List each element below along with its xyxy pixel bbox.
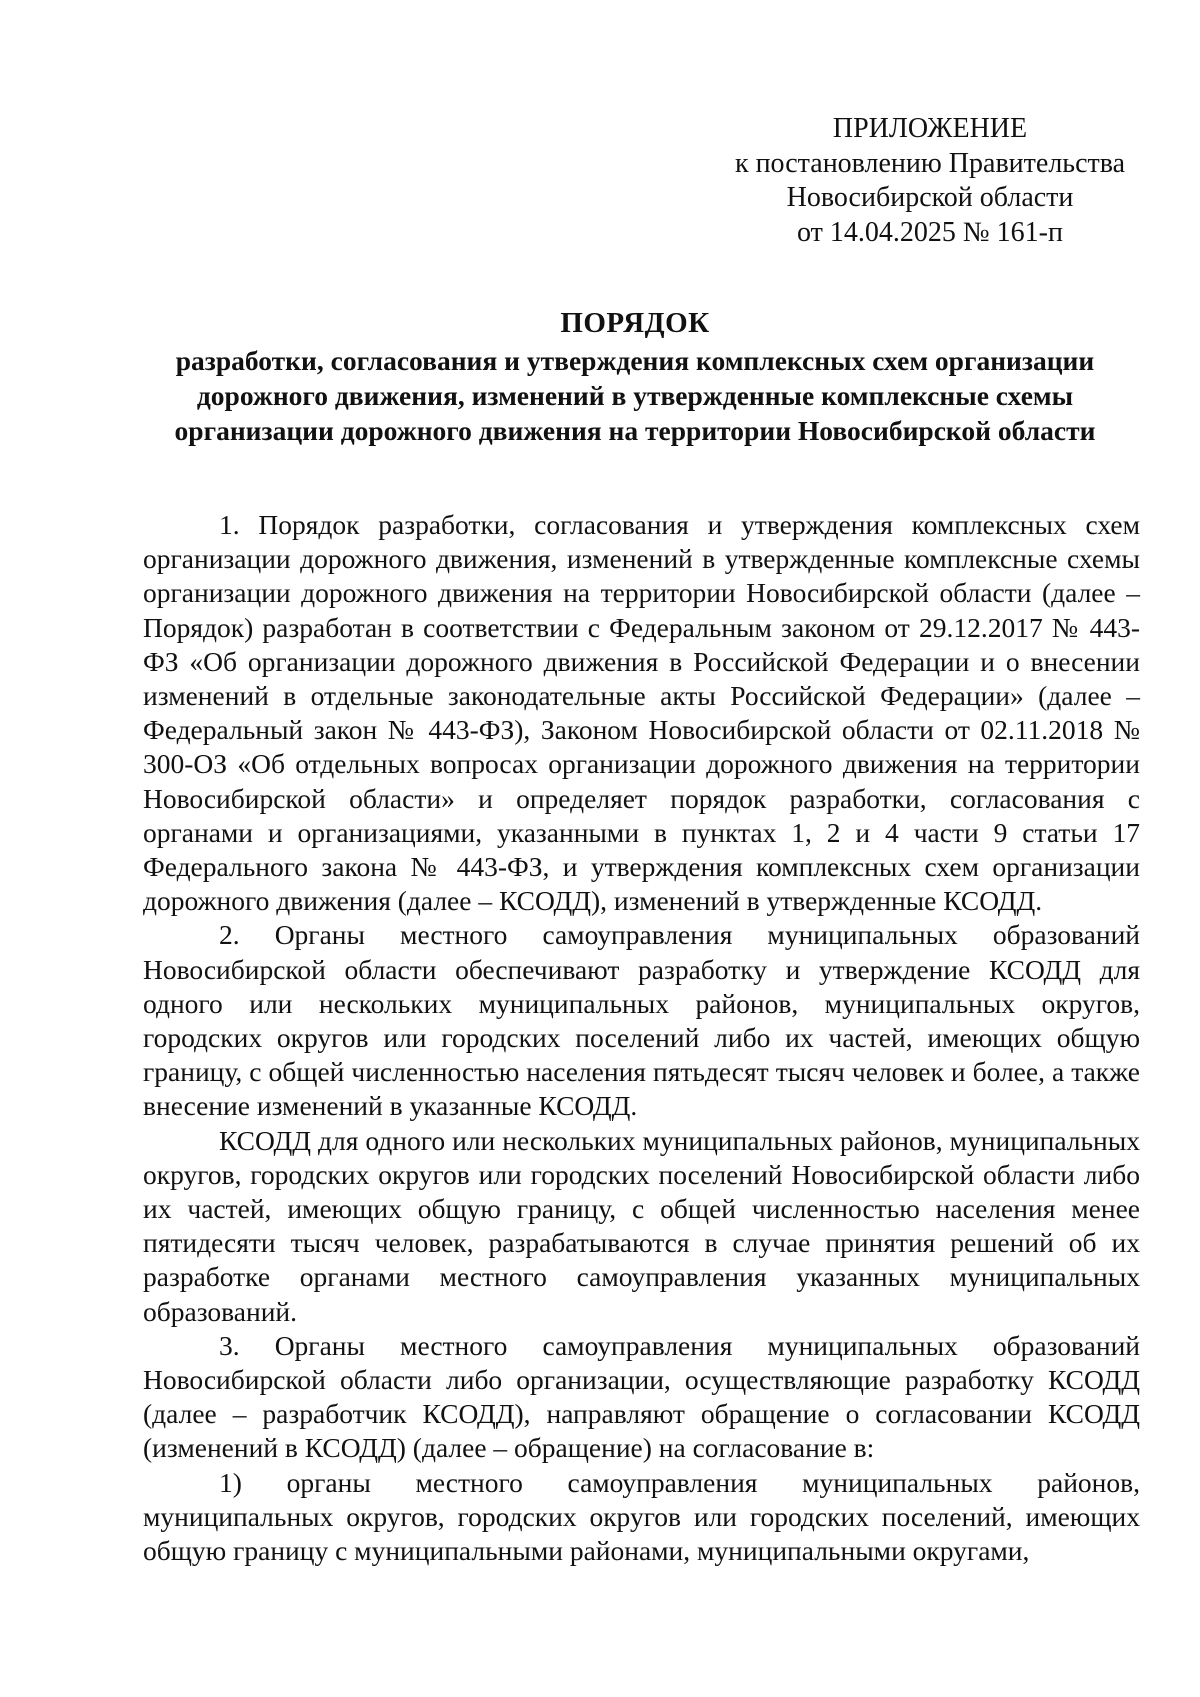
appendix-date-number: от 14.04.2025 № 161-п	[797, 216, 1063, 248]
paragraph-1: 1. Порядок разработки, согласования и утверждения комплексных схем организации дорожного движения, изменений в утвержденные комплексные схемы организации дорожного движения на территории Новосибирской области (далее – Порядок) разработан в соответствии с Федеральным законом от 29.12.2017 № 443-ФЗ «Об организации дорожного движения в Российской Федерации и о внесении изменений в отдельные законодательные акты Российской Федерации» (далее – Федеральный закон № 443-ФЗ), Законом Новосибирской области от 02.11.2018 № 300-ОЗ «Об отдельных вопросах организации дорожного движения на территории Новосибирской области» и определяет порядок разработки, согласования с органами и организациями, указанными в пунктах 1, 2 и 4 части 9 статьи 17 Федерального закона № 443-ФЗ, и утверждения комплексных схем организации дорожного движения (далее – КСОДД), изменений в утвержденные КСОДД.	[143, 509, 1140, 917]
paragraph-2: 2. Органы местного самоуправления муниципальных образований Новосибирской области обеспечивают разработку и утверждение КСОДД для одного или нескольких муниципальных районов, муниципальных округов, городских округов или городских поселений либо их частей, имеющих общую границу, с общей численностью населения пятьдесят тысяч человек и более, а также внесение изменений в указанные КСОДД.	[143, 919, 1140, 1122]
appendix-resolution-line: к постановлению Правительства	[734, 147, 1126, 179]
appendix-label: ПРИЛОЖЕНИЕ	[832, 113, 1028, 144]
paragraph-3-item-1: 1) органы местного самоуправления муниципальных районов, муниципальных округов, городских округов или городских поселений, имеющих общую границу с муниципальными районами, муниципальными округами,	[143, 1466, 1140, 1567]
paragraph-3: 3. Органы местного самоуправления муниципальных образований Новосибирской области либо организации, осуществляющие разработку КСОДД (далее – разработчик КСОДД), направляют обращение о согласовании КСОДД (изменений в КСОДД) (далее – обращение) на согласование в:	[143, 1329, 1140, 1464]
document-title: ПОРЯДОК	[560, 307, 710, 339]
title-block	[130, 306, 1140, 448]
paragraph-2-continued: КСОДД для одного или нескольких муниципальных районов, муниципальных округов, городских округов или городских поселений Новосибирской области либо их частей, имеющих общую границу, с общей численностью населения менее пятидесяти тысяч человек, разрабатываются в случае принятия решений об их разработке органами местного самоуправления указанных муниципальных образований.	[143, 1124, 1140, 1327]
document-body	[143, 508, 1140, 1568]
document-subtitle: разработки, согласования и утверждения комплексных схем организации дорожного движения, изменений в утвержденные комплексные схемы организации дорожного движения на территории Новосибирской области	[174, 345, 1096, 446]
appendix-region-line: Новосибирской области	[786, 182, 1074, 213]
appendix-header	[720, 112, 1140, 250]
